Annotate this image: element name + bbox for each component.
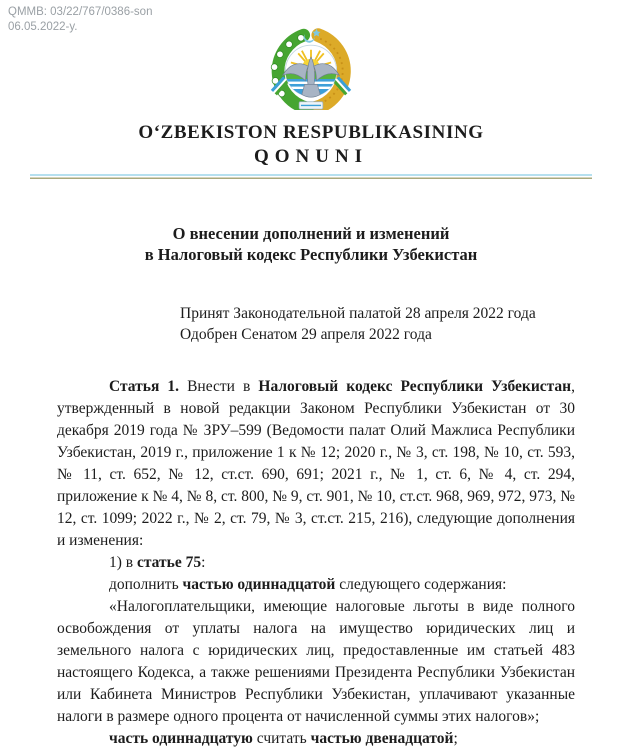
adoption-block (180, 303, 612, 345)
text-run: «Налогоплательщики, имеющие налоговые льготы в виде полного освобождения от уплаты налога на имущество юридических лиц и земельного налога с юридических лиц, предоставленные им статьей 483 настоящего Кодекса, а также решениями Президента Республики Узбекистан или Кабинета Министров Республики Узбекистан, уплачивают указанные налоги в размере одного процента от начисленной суммы этих налогов»; (57, 598, 575, 725)
paragraph (57, 596, 575, 728)
text-run: : (201, 554, 206, 571)
text-run: ; (453, 730, 458, 747)
header-divider-rule (30, 174, 592, 179)
text-run: считать (252, 730, 311, 747)
paragraph (57, 728, 575, 750)
registry-meta (8, 5, 152, 35)
approved-by-senate-line: Одобрен Сенатом 29 апреля 2022 года (180, 326, 432, 343)
paragraph (57, 376, 575, 552)
uzbekistan-emblem-icon (255, 26, 367, 110)
bold-text-run: Статья 1. (109, 378, 180, 395)
document-title-line2: в Налоговый кодекс Республики Узбекистан (144, 245, 478, 264)
text-run: Внести в (179, 378, 259, 395)
republic-name-heading: OʻZBEKISTON RESPUBLIKASINING (138, 122, 484, 143)
law-word-heading: QONUNI (253, 146, 369, 167)
bold-text-run: статье 75 (136, 554, 202, 571)
text-run: дополнить (109, 576, 183, 593)
paragraph (57, 574, 575, 596)
text-run: следующего содержания: (335, 576, 507, 593)
paragraph (57, 552, 575, 574)
text-run: 1) в (109, 554, 137, 571)
document-title-line1: О внесении дополнений и изменений (172, 224, 450, 243)
document-body (57, 376, 575, 750)
bold-text-run: часть одиннадцатую (109, 730, 253, 747)
text-run: , утвержденный в новой редакции Законом Республики Узбекистан от 30 декабря 2019 года № ЗРУ–599 (Ведомости палат Олий Мажлиса Республики Узбекистан, 2019 г., приложение 1 к № 12; 2020 г., № 3, ст. 198, № 10, ст. 593, № 11, ст. 652, № 12, ст.ст. 690, 691; 2021 г., № 1, ст. 6, № 4, ст. 294, приложение к № 4, № 8, ст. 800, № 9, ст. 901, № 10, ст.ст. 968, 969, 972, 973, № 12, ст. 1099; 2022 г., № 2, ст. 79, № 3, ст.ст. 215, 216), следующие дополнения и изменения: (57, 378, 575, 549)
bold-text-run: Налоговый кодекс Республики Узбекистан (258, 378, 572, 395)
document-title (0, 223, 622, 265)
registry-number: QMMB: 03/22/767/0386-son (8, 6, 153, 18)
bold-text-run: частью одиннадцатой (182, 576, 336, 593)
registry-date: 06.05.2022-y. (8, 21, 78, 33)
adopted-by-chamber-line: Принят Законодательной палатой 28 апреля 2022 года (180, 305, 536, 322)
bold-text-run: частью двенадцатой (310, 730, 454, 747)
